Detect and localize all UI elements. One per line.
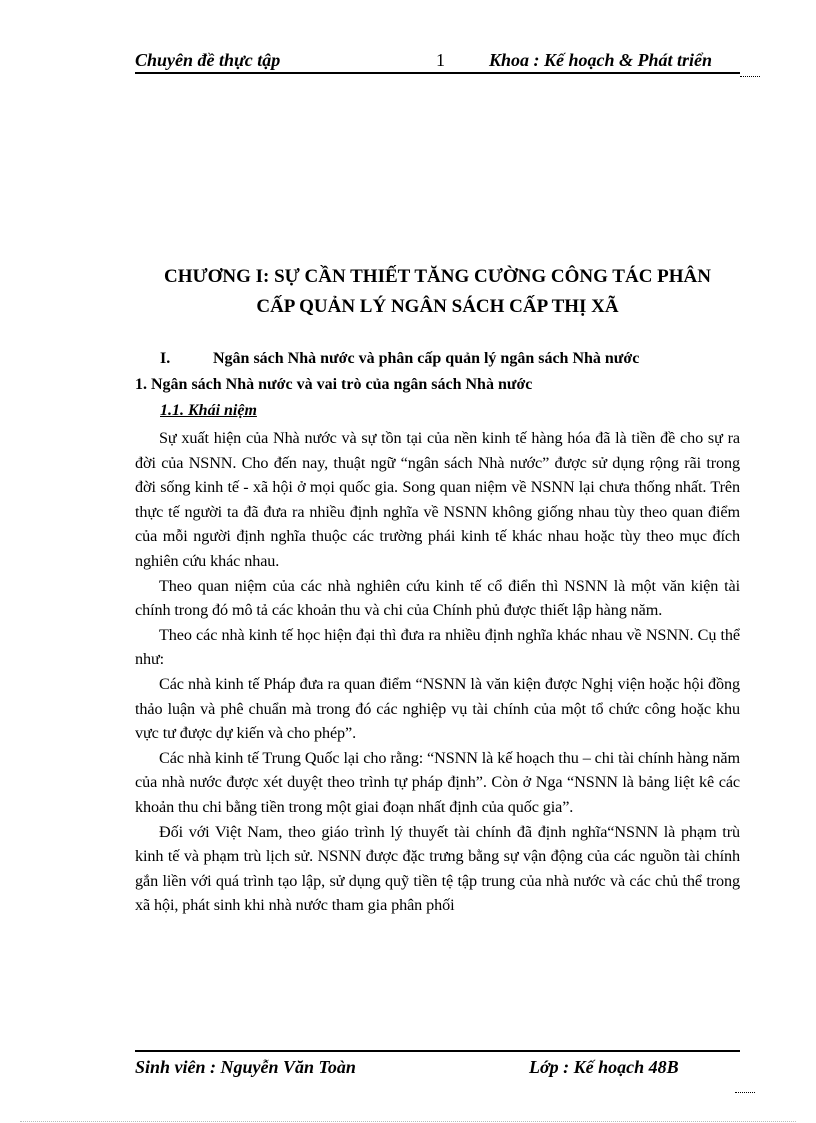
- paragraph-6: Đối với Việt Nam, theo giáo trình lý thuyết tài chính đã định nghĩa“NSNN là phạm trù kinh tế và phạm trù lịch sử. NSNN được đặc trưng bằng sự vận động của các nguồn tài chính gắn liền với quá trình tạo lập, sử dụng quỹ tiền tệ tập trung của nhà nước và các chủ thể trong xã hội, phát sinh khi nhà nước tham gia phân phối: [135, 822, 740, 915]
- chapter-title-line-2: CẤP QUẢN LÝ NGÂN SÁCH CẤP THỊ XÃ: [256, 296, 619, 317]
- body-text: [135, 426, 740, 918]
- page-footer: [135, 1050, 740, 1077]
- paragraph-2: Theo quan niệm của các nhà nghiên cứu kinh tế cổ điển thì NSNN là một văn kiện tài chính trong đó mô tả các khoản thu và chi của Chính phủ được thiết lập hàng năm.: [135, 576, 740, 620]
- footer-dotted-mark: [735, 1092, 755, 1093]
- footer-class: Lớp : Kế hoạch 48B: [529, 1057, 679, 1077]
- page-header: [135, 48, 740, 74]
- paragraph-1: Sự xuất hiện của Nhà nước và sự tồn tại của nền kinh tế hàng hóa đã là tiền đề cho sự ra đời của NSNN. Cho đến nay, thuật ngữ “ngân sách Nhà nước” được sử dụng rộng rãi trong đời sống kinh tế - xã hội ở mọi quốc gia. Song quan niệm về NSNN lại chưa thống nhất. Trên thực tế người ta đã đưa ra nhiều định nghĩa về NSNN không giống nhau tùy theo quan điểm của mỗi người định nghĩa thuộc các trường phái kinh tế khác nhau hoặc tùy theo mục đích nghiên cứu khác nhau.: [135, 429, 740, 570]
- footer-student-name: Sinh viên : Nguyễn Văn Toàn: [135, 1057, 356, 1077]
- section-I-title: Ngân sách Nhà nước và phân cấp quản lý ngân sách Nhà nước: [213, 350, 640, 367]
- chapter-title-line-1: CHƯƠNG I: SỰ CẦN THIẾT TĂNG CƯỜNG CÔNG TÁC PHÂN: [163, 266, 711, 287]
- page-number: 1: [436, 50, 445, 70]
- header-document-type: Chuyên đề thực tập: [135, 50, 281, 70]
- section-I-number: I.: [160, 350, 171, 367]
- paragraph-4: Các nhà kinh tế Pháp đưa ra quan điểm “NSNN là văn kiện được Nghị viện hoặc hội đồng thảo luận và phê chuẩn mà trong đó các nghiệp vụ tài chính của một tổ chức công hoặc khu vực tư được dự kiến và cho phép”.: [135, 674, 740, 743]
- chapter-title: [135, 262, 740, 322]
- page-bottom-edge: [20, 1121, 796, 1122]
- header-dotted-mark: [740, 76, 760, 78]
- paragraph-5: Các nhà kinh tế Trung Quốc lại cho rằng: “NSNN là kế hoạch thu – chi tài chính hàng năm của nhà nước được xét duyệt theo trình tự pháp định”. Còn ở Nga “NSNN là bảng liệt kê các khoản thu chi bằng tiền trong một giai đoạn nhất định của quốc gia”.: [135, 748, 740, 816]
- header-faculty: Khoa : Kế hoạch & Phát triển: [489, 50, 713, 70]
- subsection-1-title: 1. Ngân sách Nhà nước và vai trò của ngân sách Nhà nước: [135, 376, 533, 393]
- subsection-1-1-title: 1.1. Khái niệm: [160, 402, 257, 419]
- paragraph-3: Theo các nhà kinh tế học hiện đại thì đưa ra nhiều định nghĩa khác nhau về NSNN. Cụ thể như:: [135, 625, 740, 669]
